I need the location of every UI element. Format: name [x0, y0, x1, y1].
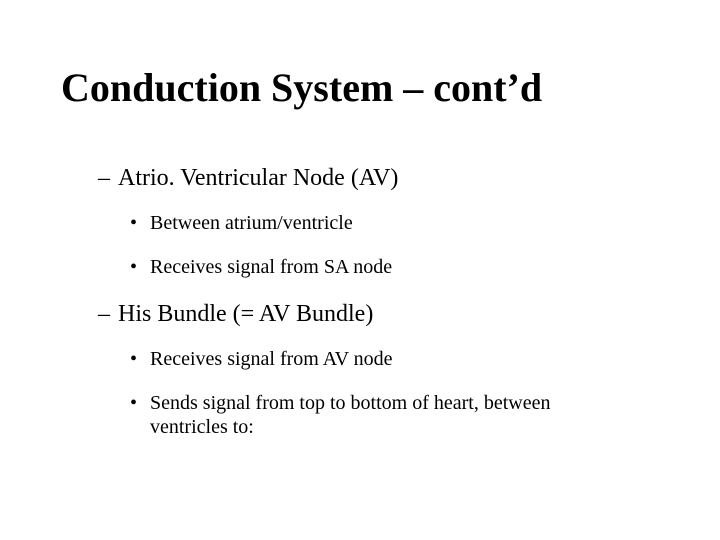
list-item: [130, 255, 670, 279]
list-item: [130, 211, 670, 235]
list-item-text: Receives signal from AV node: [150, 348, 393, 370]
list-item-text: Sends signal from top to bottom of heart, between ventricles to:: [150, 392, 551, 438]
section-heading-av-node: [98, 164, 398, 193]
section-heading-label: His Bundle (= AV Bundle): [118, 301, 374, 327]
dash-icon: –: [98, 301, 110, 327]
list-item: [130, 347, 670, 371]
list-item-text: Between atrium/ventricle: [150, 212, 353, 234]
dash-icon: –: [98, 165, 110, 191]
slide-title: Conduction System – cont’d: [61, 65, 543, 110]
list-item: [130, 391, 630, 439]
bullet-icon: •: [130, 392, 138, 414]
section-heading-label: Atrio. Ventricular Node (AV): [118, 165, 399, 191]
bullet-icon: •: [130, 348, 138, 370]
bullet-icon: •: [130, 212, 138, 234]
section-heading-his-bundle: [98, 300, 373, 329]
list-item-text: Receives signal from SA node: [150, 256, 393, 278]
bullet-icon: •: [130, 256, 138, 278]
